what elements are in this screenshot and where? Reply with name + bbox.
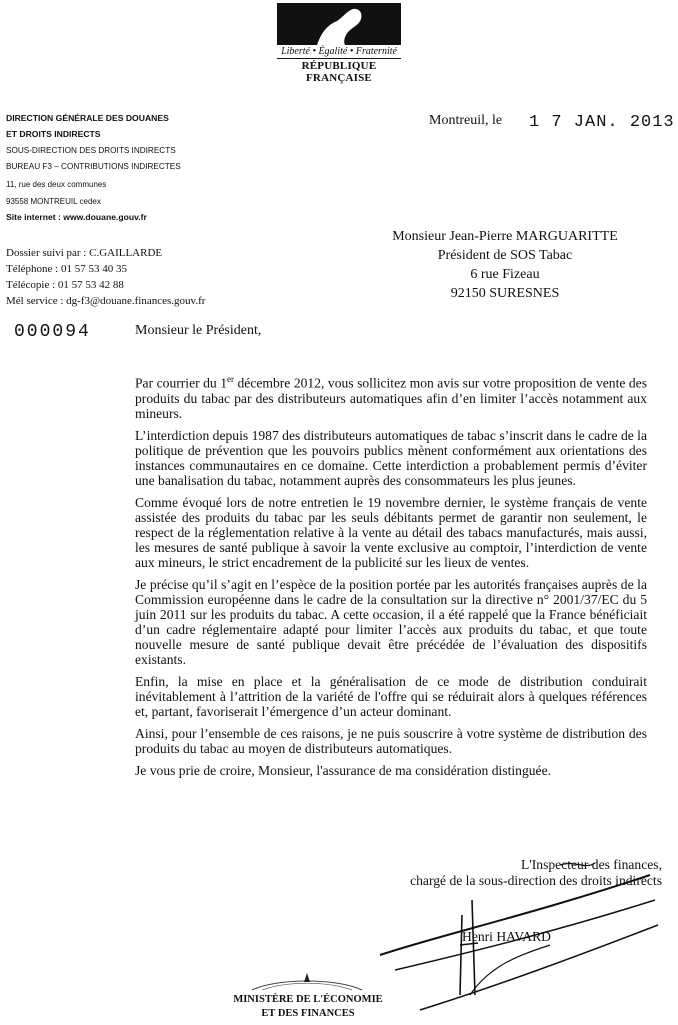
recipient-city: 92150 SURESNES [450, 286, 560, 301]
signatory-name: Henri HAVARD [462, 929, 551, 944]
letter-body [135, 372, 647, 778]
republic-name: RÉPUBLIQUE FRANÇAISE [301, 60, 377, 84]
ministry-line-2: ET DES FINANCES [261, 1008, 355, 1019]
paragraph-closing: Je vous prie de croire, Monsieur, l'assurance de ma considération distinguée. [135, 762, 552, 778]
ordinal-suffix: er [227, 374, 235, 384]
logo-divider [277, 58, 401, 59]
sender-website: Site internet : www.douane.gouv.fr [6, 212, 147, 222]
subdirection-line: SOUS-DIRECTION DES DROITS INDIRECTS [6, 146, 176, 155]
email-line: Mél service : dg-f3@douane.finances.gouv.fr [6, 295, 206, 307]
phone-line: Téléphone : 01 57 53 40 35 [6, 263, 127, 275]
sender-subdirection [6, 143, 181, 175]
contact-block [6, 245, 205, 309]
recipient-street: 6 rue Fizeau [470, 267, 540, 282]
street-line: 11, rue des deux communes [6, 180, 107, 189]
city-line: 93558 MONTREUIL cedex [6, 197, 101, 206]
ministry-logo [232, 970, 382, 992]
handwritten-signature [360, 845, 660, 1025]
recipient-title: Président de SOS Tabac [437, 248, 573, 263]
direction-line-2: ET DROITS INDIRECTS [6, 129, 101, 139]
fax-line: Télécopie : 01 57 53 42 88 [6, 279, 124, 291]
paragraph-3: Comme évoqué lors de notre entretien le 19 novembre dernier, le système français de vente assistée des produits du tabac par les seuls débitants permet de garantir non seulement, le respect de la réglementation relative à la vente au détail des tabacs manufacturés, mais aussi, les mesures de santé publique à savoir la vente exclusive au comptoir, l’interdiction de vente aux mineurs, le strict encadrement de la publicité sur les lieux de ventes. [135, 494, 647, 570]
reference-number: 000094 [14, 322, 91, 342]
paragraph-4: Je précise qu’il s’agit en l’espèce de la position portée par les autorités françaises auprès de la Commission européenne dans le cadre de la consultation sur la directive n° 2001/37/EC du 5 juin 2011 sur les produits du tabac. A cette occasion, il a été rappelé que la France bénéficiait d’un cadre réglementaire adapté pour limiter l’accès aux produits du tabac, et que toute nouvelle mesure de santé publique devait être précédée de l’évaluation des dispositifs existants. [135, 576, 647, 667]
sender-direction [6, 110, 169, 142]
ministry-line-1: MINISTÈRE DE L'ÉCONOMIE [233, 994, 383, 1005]
paragraph-1-start: Par courrier du 1 [135, 375, 228, 391]
dossier-line: Dossier suivi par : C.GAILLARDE [6, 247, 163, 259]
marianne-logo [277, 3, 401, 45]
sender-address [6, 176, 106, 210]
paragraph-1-end: décembre 2012, vous sollicitez mon avis sur votre proposition de vente des produits du tabac par des distributeurs automatiques afin d’en limiter l’accès notamment aux mineurs. [135, 375, 648, 421]
paragraph-2: L’interdiction depuis 1987 des distributeurs automatiques de tabac s’inscrit dans le cadre de la politique de prévention que les pouvoirs publics mènent conformément aux orientations des instances communautaires en ce domaine. Cette interdiction a probablement permis d’éviter une banalisation du tabac, notamment auprès des consommateurs les plus jeunes. [135, 427, 647, 488]
direction-line-1: DIRECTION GÉNÉRALE DES DOUANES [6, 113, 169, 123]
signatory-role-2: chargé de la sous-direction des droits indirects [410, 873, 662, 888]
paragraph-5: Enfin, la mise en place et la généralisation de ce mode de distribution conduirait inévitablement à l’attrition de la variété de l'offre qui se réduirait alors à quelques références et, partant, favoriserait l’émergence d’un acteur dominant. [135, 673, 647, 719]
paragraph-6: Ainsi, pour l’ensemble de ces raisons, je ne puis souscrire à votre système de distribution des produits du tabac au moyen de distributeurs automatiques. [135, 725, 647, 756]
date-place: Montreuil, le [429, 113, 503, 128]
recipient-block [360, 227, 650, 303]
salutation: Monsieur le Président, [135, 323, 262, 338]
recipient-name: Monsieur Jean-Pierre MARGUARITTE [392, 229, 618, 244]
republic-motto: Liberté • Égalité • Fraternité [281, 46, 397, 57]
bureau-line: BUREAU F3 – CONTRIBUTIONS INDIRECTES [6, 162, 181, 171]
date-stamp: 1 7 JAN. 2013 [529, 113, 675, 132]
signatory-role-1: L'Inspecteur des finances, [521, 857, 662, 872]
paragraph-1 [135, 372, 647, 421]
ministry-footer [218, 993, 398, 1021]
